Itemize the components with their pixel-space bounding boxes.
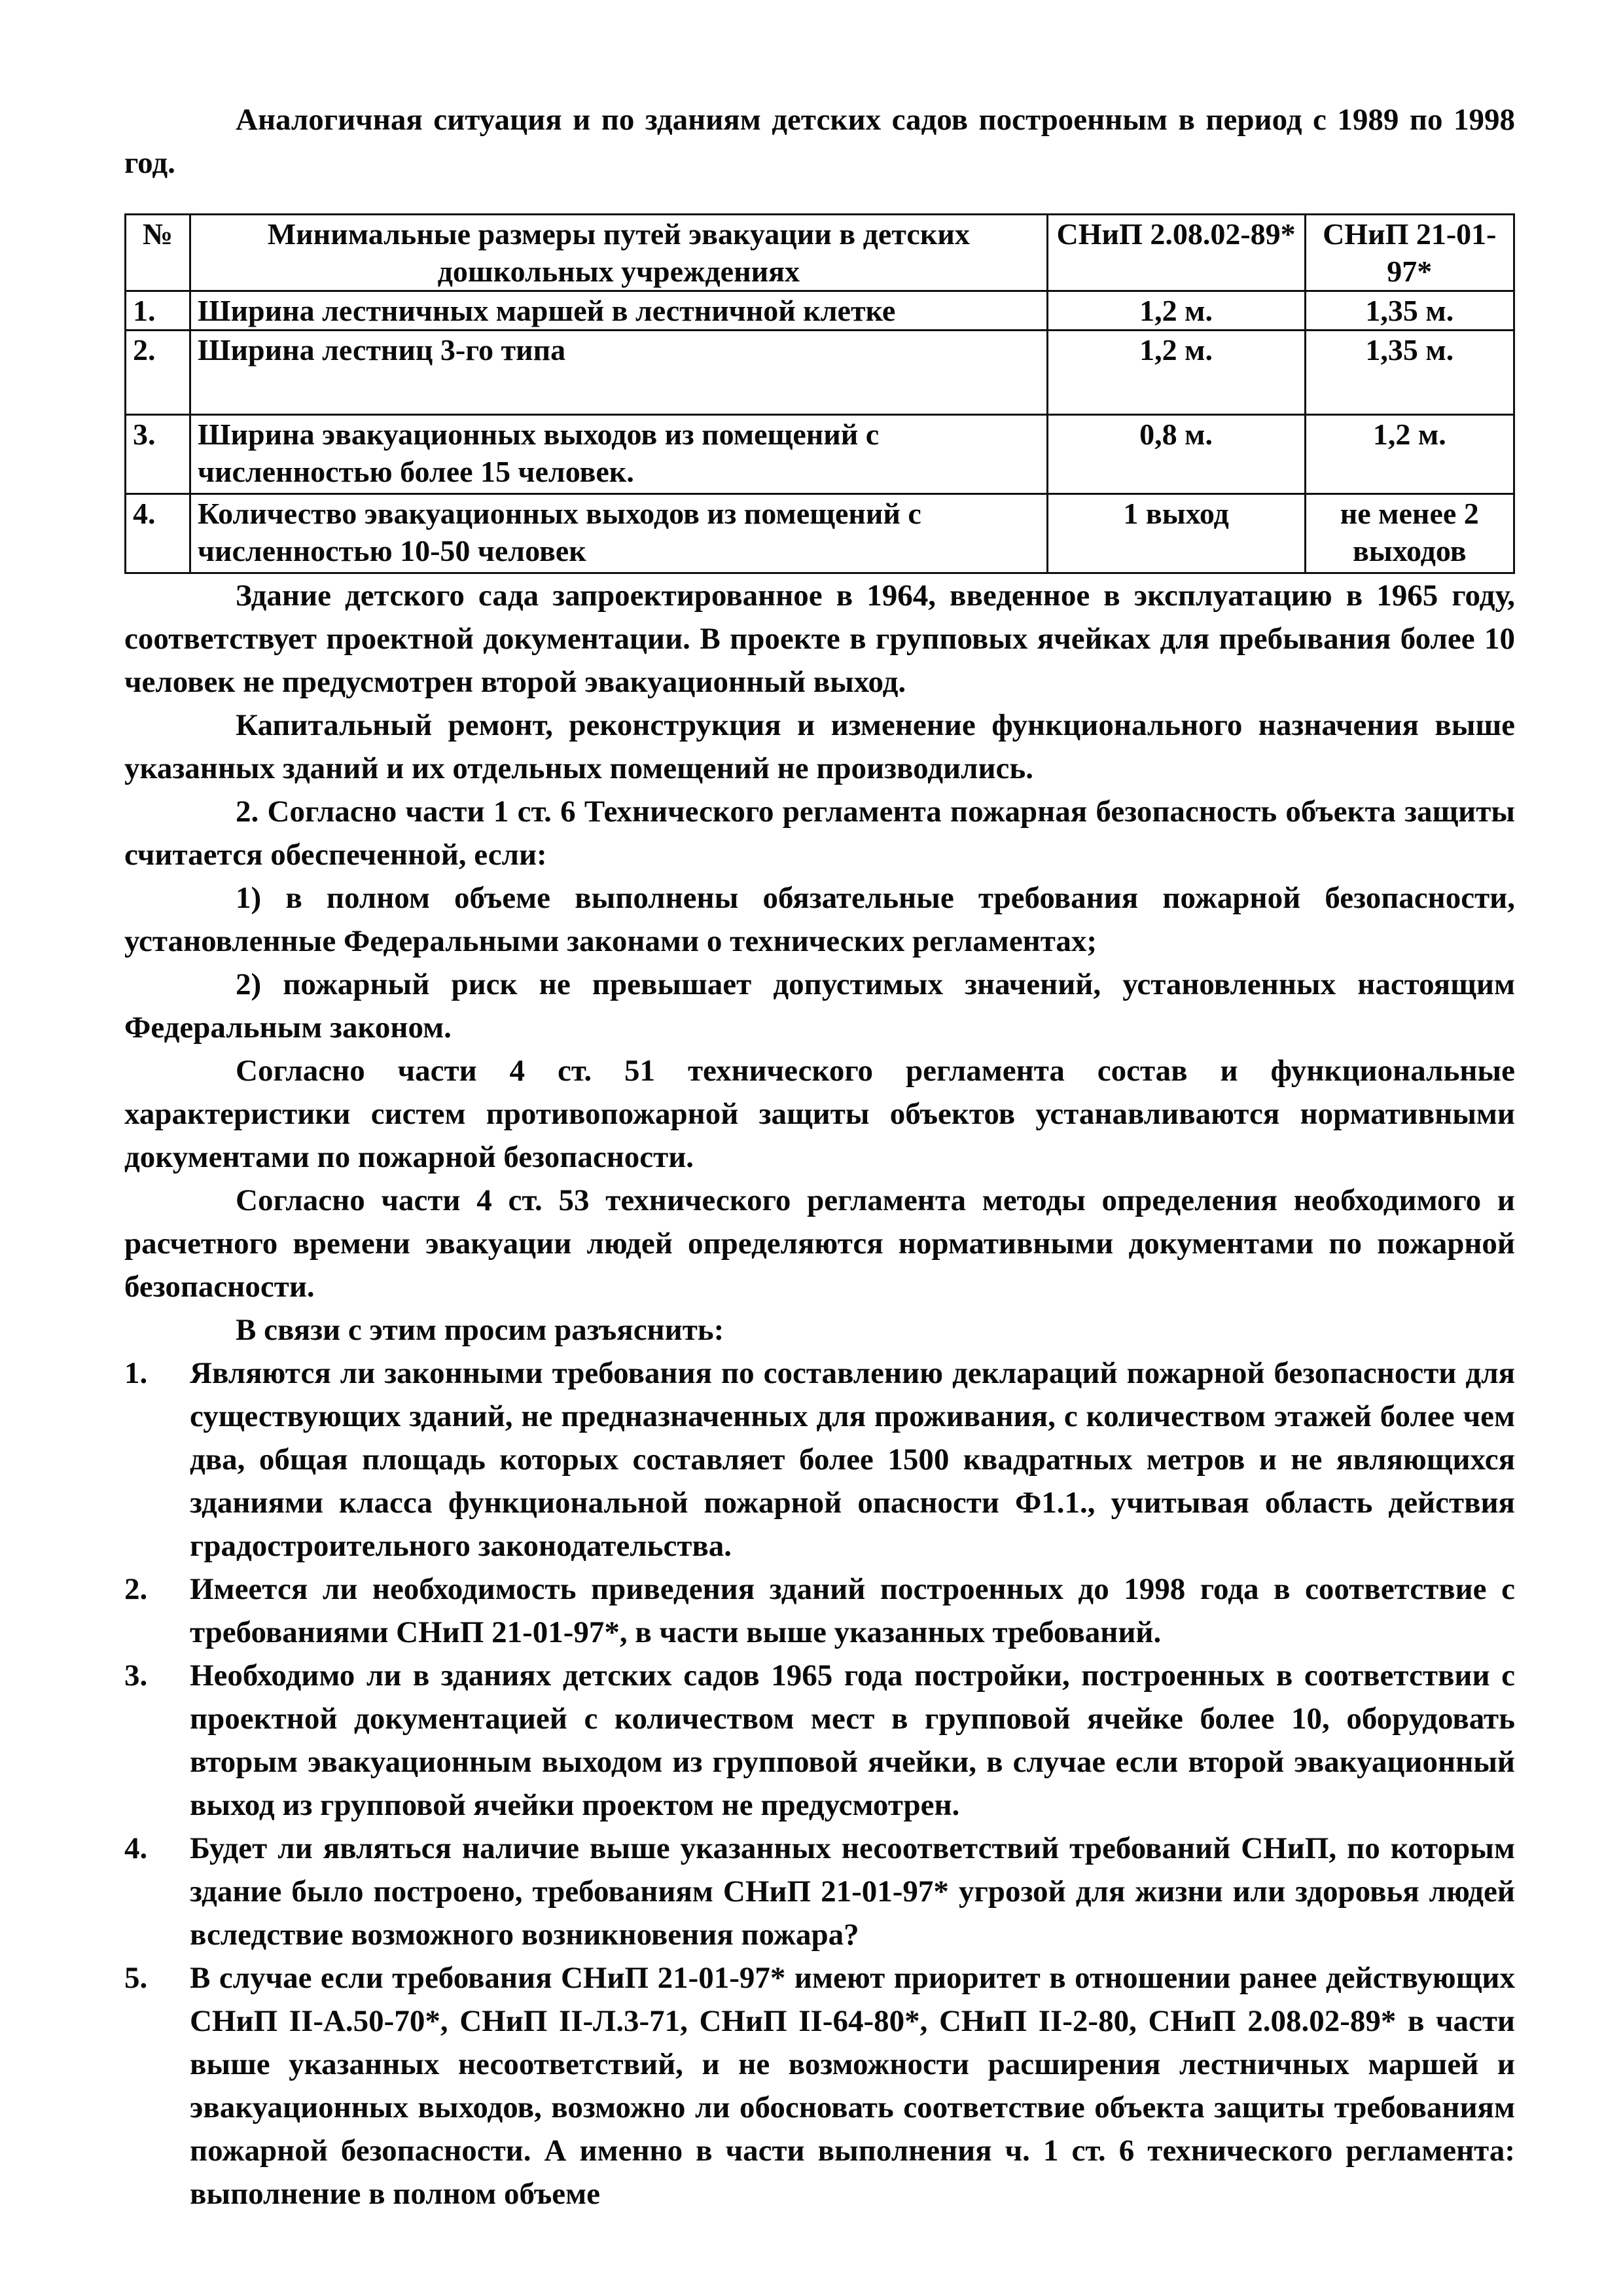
row-value-new: 1,35 м.	[1305, 291, 1514, 331]
row-value-new: 1,2 м.	[1305, 415, 1514, 494]
question-number: 5.	[124, 1961, 148, 1995]
table-row	[126, 415, 1514, 494]
question-number: 4.	[124, 1831, 148, 1865]
paragraph-condition-1: 1) в полном объеме выполнены обязательные требования пожарной безопасности, установленные Федеральными законами о технических регламентах;	[124, 881, 1515, 958]
paragraph-article-53: Согласно части 4 ст. 53 технического регламента методы определения необходимого и расчетного времени эвакуации людей определяются нормативными документами по пожарной безопасности.	[124, 1183, 1515, 1304]
table-row	[126, 494, 1514, 573]
question-number: 3.	[124, 1659, 148, 1693]
paragraph-no-renovation: Капитальный ремонт, реконструкция и изменение функционального назначения выше указанных зданий и их отдельных помещений не производились.	[124, 708, 1515, 785]
table-row	[126, 291, 1514, 331]
paragraph-request: В связи с этим просим разъяснить:	[236, 1313, 724, 1347]
question-text: Необходимо ли в зданиях детских садов 1965 года постройки, построенных в соответствии с проектной документацией с количеством мест в групповой ячейке более 10, оборудовать вторым эвакуационным выходом из групповой ячейки, в случае если второй эвакуационный выход из групповой ячейки проектом не предусмотрен.	[190, 1659, 1515, 1822]
row-number: 4.	[126, 494, 190, 573]
list-item	[124, 1956, 1515, 2215]
table-row	[126, 331, 1514, 415]
header-snip-21-01-97: СНиП 21-01-97*	[1305, 215, 1514, 291]
question-text: Являются ли законными требования по составлению деклараций пожарной безопасности для существующих зданий, не предназначенных для проживания, с количеством этажей более чем два, общая площадь которых составляет более 1500 квадратных метров и не являющихся зданиями класса функциональной пожарной опасности Ф1.1., учитывая область действия градостроительного законодательства.	[190, 1356, 1515, 1563]
list-item	[124, 1568, 1515, 1654]
row-description: Количество эвакуационных выходов из помещений с численностью 10-50 человек	[190, 494, 1048, 573]
paragraph-condition-2: 2) пожарный риск не превышает допустимых значений, установленных настоящим Федеральным законом.	[124, 967, 1515, 1045]
row-value-old: 1,2 м.	[1047, 331, 1305, 415]
row-value-new: не менее 2 выходов	[1305, 494, 1514, 573]
row-value-old: 1 выход	[1047, 494, 1305, 573]
paragraph-article-51: Согласно части 4 ст. 51 технического регламента состав и функциональные характеристики систем противопожарной защиты объектов устанавливаются нормативными документами по пожарной безопасности.	[124, 1054, 1515, 1174]
table-header-row	[126, 215, 1514, 291]
row-value-new: 1,35 м.	[1305, 331, 1514, 415]
question-text: В случае если требования СНиП 21-01-97* имеют приоритет в отношении ранее действующих СНиП II-А.50-70*, СНиП II-Л.3-71, СНиП II-64-80*, СНиП II-2-80, СНиП 2.08.02-89* в части выше указанных несоответствий, и не возможности расширения лестничных маршей и эвакуационных выходов, возможно ли обосновать соответствие объекта защиты требованиям пожарной безопасности. А именно в части выполнения ч. 1 ст. 6 технического регламента: выполнение в полном объеме	[190, 1961, 1515, 2211]
list-item	[124, 1827, 1515, 1956]
header-number: №	[126, 215, 190, 291]
header-snip-2-08-02-89: СНиП 2.08.02-89*	[1047, 215, 1305, 291]
question-text: Имеется ли необходимость приведения зданий построенных до 1998 года в соответствие с требованиями СНиП 21-01-97*, в части выше указанных требований.	[190, 1572, 1515, 1649]
row-description: Ширина лестничных маршей в лестничной клетке	[190, 291, 1048, 331]
list-item	[124, 1654, 1515, 1827]
evacuation-norms-table	[124, 213, 1515, 574]
question-number: 1.	[124, 1356, 148, 1390]
row-value-old: 0,8 м.	[1047, 415, 1305, 494]
intro-paragraph: Аналогичная ситуация и по зданиям детских садов построенным в период с 1989 по 1998 год.	[124, 103, 1515, 180]
question-text: Будет ли являться наличие выше указанных несоответствий требований СНиП, по которым здание было построено, требованиям СНиП 21-01-97* угрозой для жизни или здоровья людей вследствие возможного возникновения пожара?	[190, 1831, 1515, 1952]
row-description: Ширина эвакуационных выходов из помещений с численностью более 15 человек.	[190, 415, 1048, 494]
row-description: Ширина лестниц 3-го типа	[190, 331, 1048, 415]
question-number: 2.	[124, 1572, 148, 1606]
paragraph-kindergarten-1964: Здание детского сада запроектированное в 1964, введенное в эксплуатацию в 1965 году, соответствует проектной документации. В проекте в групповых ячейках для пребывания более 10 человек не предусмотрен второй эвакуационный выход.	[124, 579, 1515, 699]
paragraph-regulation-part-1: 2. Согласно части 1 ст. 6 Технического регламента пожарная безопасность объекта защиты считается обеспеченной, если:	[124, 795, 1515, 872]
row-number: 2.	[126, 331, 190, 415]
row-value-old: 1,2 м.	[1047, 291, 1305, 331]
questions-list	[124, 1352, 1515, 2215]
row-number: 3.	[126, 415, 190, 494]
list-item	[124, 1352, 1515, 1568]
row-number: 1.	[126, 291, 190, 331]
document-page	[124, 98, 1515, 2215]
header-description: Минимальные размеры путей эвакуации в детских дошкольных учреждениях	[190, 215, 1048, 291]
